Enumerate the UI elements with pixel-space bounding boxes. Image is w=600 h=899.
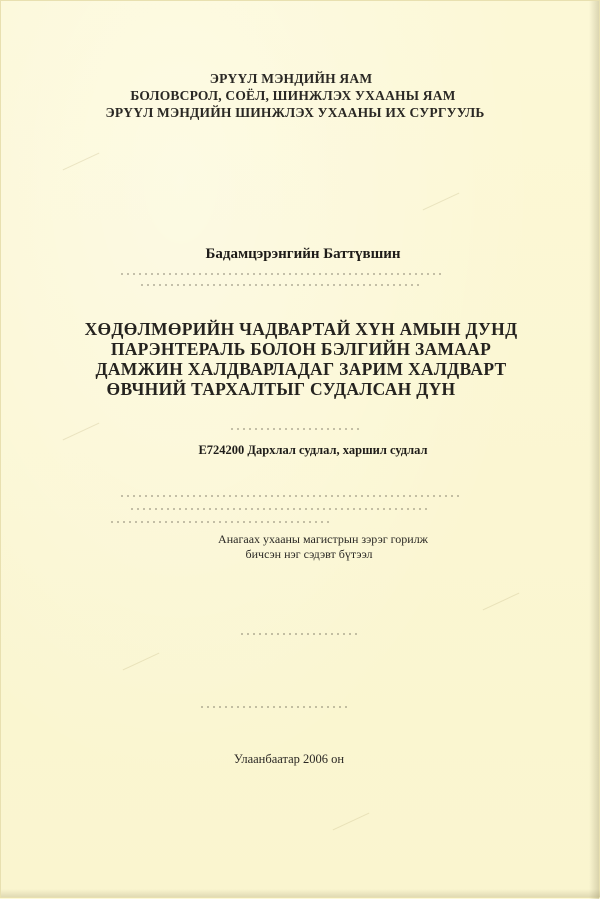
faint-bleedthrough-line [231, 428, 361, 430]
faint-bleedthrough-line [121, 273, 441, 275]
university-line: ЭРҮҮЛ МЭНДИЙН ШИНЖЛЭХ УХААНЫ ИХ СУРГУУЛЬ [105, 105, 485, 120]
paper-texture [63, 153, 100, 171]
faint-bleedthrough-line [111, 521, 331, 523]
paper-texture [333, 813, 370, 831]
ministry-education-line: БОЛОВСРОЛ, СОЁЛ, ШИНЖЛЭХ УХААНЫ ЯАМ [130, 88, 456, 103]
thesis-title-line-1: ХӨДӨЛМӨРИЙН ЧАДВАРТАЙ ХҮН АМЫН ДУНД [84, 319, 518, 339]
paper-texture [423, 193, 460, 211]
degree-statement-line-2: бичсэн нэг сэдэвт бүтээл [245, 547, 373, 561]
faint-bleedthrough-line [131, 508, 431, 510]
ministry-health-line: ЭРҮҮЛ МЭНДИЙН ЯАМ [209, 71, 373, 86]
faint-bleedthrough-line [201, 706, 351, 708]
faint-bleedthrough-line [141, 284, 421, 286]
author-name: Бадамцэрэнгийн Баттүвшин [205, 246, 401, 262]
faint-bleedthrough-line [241, 633, 361, 635]
paper-texture [123, 653, 160, 671]
degree-statement-line-1: Анагаах ухааны магистрын зэрэг горилж [218, 532, 428, 546]
thesis-title-line-2: ПАРЭНТЕРАЛЬ БОЛОН БЭЛГИЙН ЗАМААР [110, 339, 492, 359]
paper-texture [483, 593, 520, 611]
thesis-title-line-3: ДАМЖИН ХАЛДВАРЛАДАГ ЗАРИМ ХАЛДВАРТ [95, 359, 507, 379]
faint-bleedthrough-line [121, 495, 461, 497]
specialty-code: E724200 Дархлал судлал, харшил судлал [198, 443, 428, 457]
paper-texture [63, 423, 100, 441]
page-edge-shadow-bottom [1, 889, 600, 897]
thesis-title-line-4: ӨВЧНИЙ ТАРХАЛТЫГ СУДАЛСАН ДҮН [106, 379, 456, 399]
place-and-year: Улаанбаатар 2006 он [233, 752, 345, 766]
